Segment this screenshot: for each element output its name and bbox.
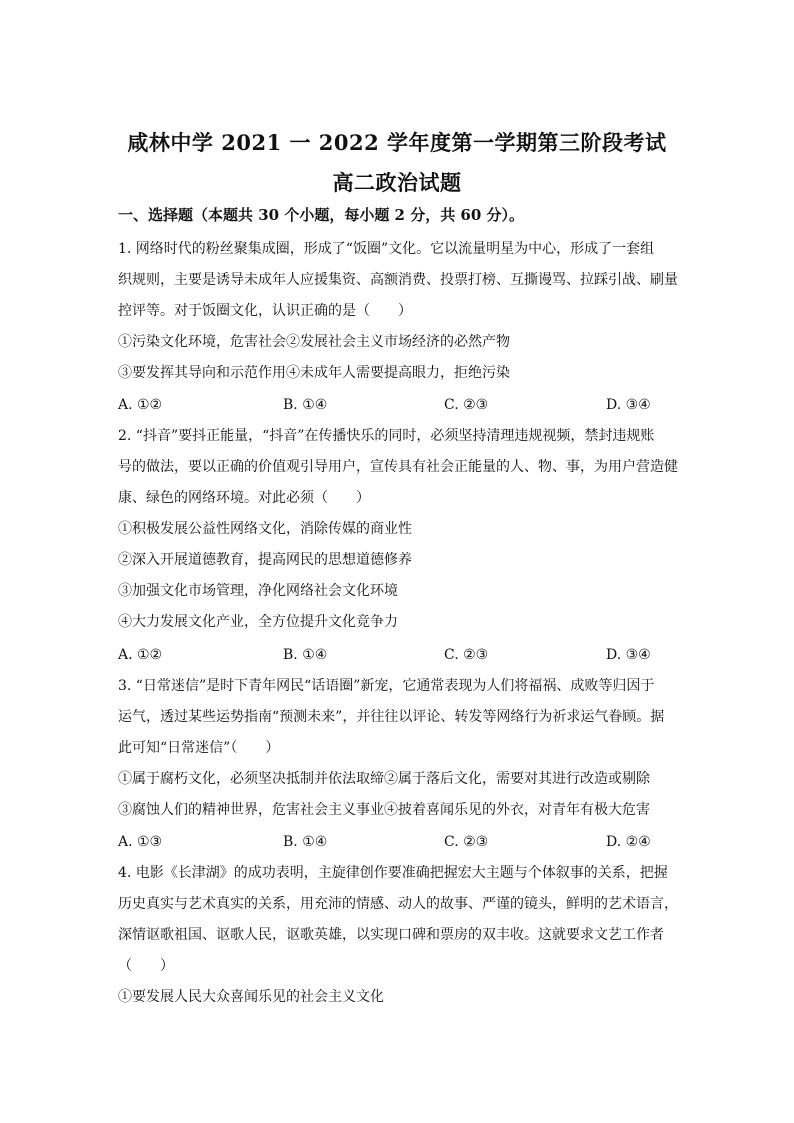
section-heading: 一、选择题（本题共 30 个小题，每小题 2 分，共 60 分）。 — [118, 206, 525, 224]
question-line: 号的做法，要以正确的价值观引导用户，宣传具有社会正能量的人、物、事，为用户营造健 — [118, 459, 678, 475]
question-line: 4. 电影《长津湖》的成功表明，主旋律创作要准确把握宏大主题与个体叙事的关系，把握 — [118, 865, 668, 881]
statement-line: ③加强文化市场管理，净化网络社会文化环境 — [118, 583, 398, 599]
statement-line: ③腐蚀人们的精神世界，危害社会主义事业④披着喜闻乐见的外衣，对青年有极大危害 — [118, 802, 650, 818]
option-d: D. ②④ — [606, 834, 651, 850]
question-line: （ ） — [118, 958, 174, 974]
question-line: 织规则，主要是诱导未成年人应援集资、高额消费、投票打榜、互撕谩骂、拉踩引战、刷量 — [118, 272, 678, 288]
statement-line: ①积极发展公益性网络文化，消除传媒的商业性 — [118, 521, 412, 537]
question-line: 康、绿色的网络环境。对此必须（ ） — [118, 490, 370, 506]
question-line: 此可知“日常迷信”（ ） — [118, 740, 280, 756]
option-d: D. ③④ — [606, 647, 651, 663]
option-b: B. ①④ — [283, 647, 328, 663]
question-line: 2. “抖音”要抖正能量，“抖音”在传播快乐的同时，必须坚持清理违规视频，禁封违规账 — [118, 428, 655, 444]
question-line: 控评等。对于饭圈文化，认识正确的是（ ） — [118, 303, 412, 319]
option-c: C. ②③ — [444, 397, 489, 413]
question-line: 1. 网络时代的粉丝聚集成圈，形成了“饭圈”文化。它以流量明星为中心，形成了一套组 — [118, 241, 655, 257]
option-c: C. ②③ — [444, 834, 489, 850]
option-a: A. ①③ — [118, 834, 163, 850]
option-d: D. ③④ — [606, 397, 651, 413]
question-line: 历史真实与艺术真实的关系，用充沛的情感、动人的故事、严谨的镜头，鲜明的艺术语言， — [118, 896, 678, 912]
statement-line: ④大力发展文化产业，全方位提升文化竞争力 — [118, 614, 398, 630]
exam-title: 咸林中学 2021 一 2022 学年度第一学期第三阶段考试 — [127, 130, 667, 155]
option-c: C. ②③ — [444, 647, 489, 663]
statement-line: ①属于腐朽文化，必须坚决抵制并依法取缔②属于落后文化，需要对其进行改造或剔除 — [118, 771, 650, 787]
option-a: A. ①② — [118, 397, 163, 413]
option-a: A. ①② — [118, 647, 163, 663]
statement-line: ①污染文化环境，危害社会②发展社会主义市场经济的必然产物 — [118, 334, 510, 350]
statement-line: ②深入开展道德教育，提高网民的思想道德修养 — [118, 552, 412, 568]
statement-line: ①要发展人民大众喜闻乐见的社会主义文化 — [118, 989, 384, 1005]
statement-line: ③要发挥其导向和示范作用④未成年人需要提高眼力，拒绝污染 — [118, 365, 510, 381]
option-b: B. ①④ — [283, 834, 328, 850]
exam-subtitle: 高二政治试题 — [332, 170, 462, 195]
question-line: 3. “日常迷信”是时下青年网民“话语圈”新宠，它通常表现为人们将福祸、成败等归因于 — [118, 678, 655, 694]
question-line: 运气，透过某些运势指南“预测未来”，并往往以评论、转发等网络行为祈求运气眷顾。据 — [118, 709, 665, 725]
option-b: B. ①④ — [283, 397, 328, 413]
question-line: 深情讴歌祖国、讴歌人民，讴歌英雄，以实现口碑和票房的双丰收。这就要求文艺工作者 — [118, 927, 664, 943]
